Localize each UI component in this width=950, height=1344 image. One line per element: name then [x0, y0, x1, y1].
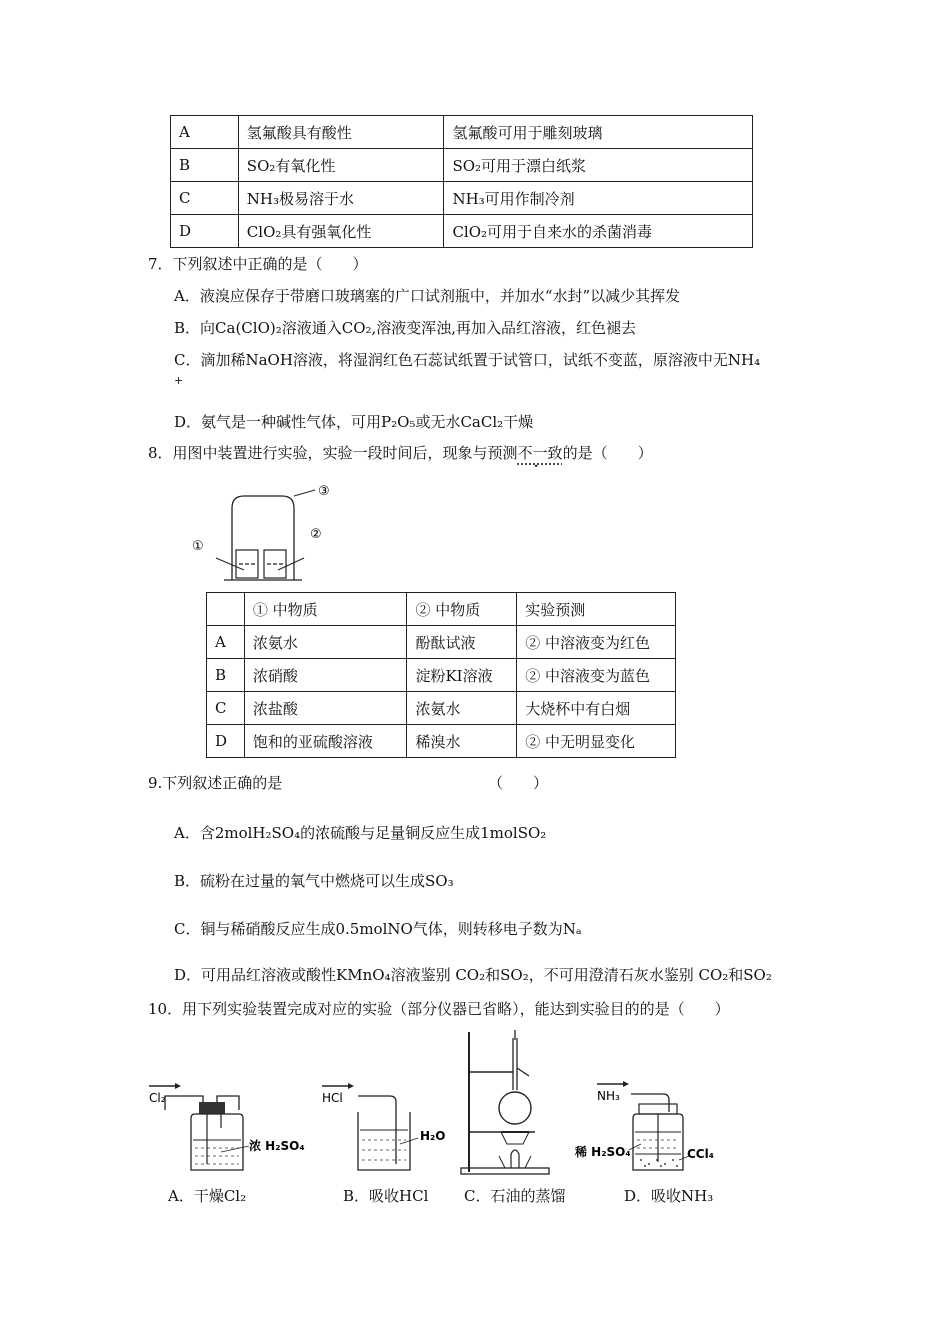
table-row	[207, 725, 676, 758]
table-row	[171, 116, 753, 149]
q9-answer-paren: （ ）	[488, 774, 549, 792]
table-header-row	[207, 593, 676, 626]
fig-a-gas: Cl₂	[149, 1091, 166, 1105]
q9-option-b: B．硫粉在过量的氧气中燃烧可以生成SO₃	[174, 872, 454, 890]
q7-option-c: C．滴加稀NaOH溶液，将湿润红色石蕊试纸置于试管口，试纸不变蓝，原溶液中无NH₄	[174, 351, 761, 369]
q10-figure-a	[145, 1078, 315, 1178]
cell: 浓氨水	[244, 626, 407, 659]
use-cell: 氢氟酸可用于雕刻玻璃	[444, 116, 753, 149]
q10-figure-c	[455, 1028, 555, 1178]
fig-a-reagent: 浓 H₂SO₄	[249, 1139, 305, 1153]
q9-option-a: A．含2molH₂SO₄的浓硫酸与足量铜反应生成1molSO₂	[174, 824, 547, 842]
cell: 酚酞试液	[407, 626, 517, 659]
table-row	[207, 692, 676, 725]
table-row	[171, 215, 753, 248]
property-cell: SO₂有氧化性	[238, 149, 444, 182]
q10-figure-d	[575, 1078, 725, 1178]
q10-figure-b	[318, 1078, 458, 1178]
q10-caption-c: C．石油的蒸馏	[464, 1187, 566, 1205]
table-q6	[170, 115, 753, 248]
fig-b-reagent: H₂O	[420, 1129, 446, 1143]
cell: 大烧杯中有白烟	[517, 692, 676, 725]
q8-stem-emphasis: 不一致	[517, 444, 563, 462]
table-row	[171, 182, 753, 215]
row-key: B	[171, 149, 239, 182]
table-row	[207, 626, 676, 659]
q7-option-a: A．液溴应保存于带磨口玻璃塞的广口试剂瓶中，并加水“水封”以减少其挥发	[174, 287, 681, 305]
row-key: B	[207, 659, 245, 692]
cell: 饱和的亚硫酸溶液	[244, 725, 407, 758]
row-key: A	[207, 626, 245, 659]
header-cell: ② 中物质	[407, 593, 517, 626]
fig-d-reagent-2: CCl₄	[687, 1147, 714, 1161]
q7-option-b: B．向Ca(ClO)₂溶液通入CO₂,溶液变浑浊,再加入品红溶液，红色褪去	[174, 319, 637, 337]
q9-stem: 9.下列叙述正确的是	[148, 774, 283, 792]
q10-caption-d: D．吸收NH₃	[624, 1187, 714, 1205]
cell: 淀粉KI溶液	[407, 659, 517, 692]
header-cell: 实验预测	[517, 593, 676, 626]
q7-option-c-plus: +	[174, 374, 184, 387]
header-cell	[207, 593, 245, 626]
property-cell: NH₃极易溶于水	[238, 182, 444, 215]
cell: 浓盐酸	[244, 692, 407, 725]
label-two: ②	[310, 527, 322, 542]
use-cell: NH₃可用作制冷剂	[444, 182, 753, 215]
property-cell: ClO₂具有强氧化性	[238, 215, 444, 248]
q7-option-d: D．氨气是一种碱性气体，可用P₂O₅或无水CaCl₂干燥	[174, 413, 534, 431]
row-key: C	[207, 692, 245, 725]
use-cell: ClO₂可用于自来水的杀菌消毒	[444, 215, 753, 248]
fig-b-gas: HCl	[322, 1091, 343, 1105]
cell: ② 中溶液变为红色	[517, 626, 676, 659]
label-one: ①	[192, 539, 204, 554]
q7-stem: 7．下列叙述中正确的是（ ）	[148, 255, 368, 273]
row-key: D	[171, 215, 239, 248]
q9-option-c: C．铜与稀硝酸反应生成0.5molNO气体，则转移电子数为Nₐ	[174, 920, 582, 938]
q8-stem-after: 的是（ ）	[562, 444, 653, 462]
row-key: D	[207, 725, 245, 758]
use-cell: SO₂可用于漂白纸浆	[444, 149, 753, 182]
cell: 浓硝酸	[244, 659, 407, 692]
header-cell: ① 中物质	[244, 593, 407, 626]
cell: ② 中无明显变化	[517, 725, 676, 758]
row-key: C	[171, 182, 239, 215]
fig-d-gas: NH₃	[597, 1089, 620, 1103]
label-three: ③	[318, 484, 330, 499]
q10-caption-a: A．干燥Cl₂	[168, 1187, 247, 1205]
cell: 稀溴水	[407, 725, 517, 758]
property-cell: 氢氟酸具有酸性	[238, 116, 444, 149]
q8-apparatus-figure	[180, 478, 350, 588]
q10-stem: 10．用下列实验装置完成对应的实验（部分仪器已省略），能达到实验目的的是（ ）	[148, 1000, 730, 1018]
row-key: A	[171, 116, 239, 149]
q8-stem-before: 8．用图中装置进行实验，实验一段时间后，现象与预测	[148, 444, 518, 462]
table-row	[207, 659, 676, 692]
cell: ② 中溶液变为蓝色	[517, 659, 676, 692]
q10-caption-b: B．吸收HCl	[343, 1187, 429, 1205]
fig-d-reagent-1: 稀 H₂SO₄	[575, 1145, 631, 1159]
q9-option-d: D．可用品红溶液或酸性KMnO₄溶液鉴别 CO₂和SO₂，不可用澄清石灰水鉴别 CO₂和SO₂	[174, 966, 772, 984]
cell: 浓氨水	[407, 692, 517, 725]
q8-stem	[148, 442, 653, 463]
table-row	[171, 149, 753, 182]
table-q8	[206, 592, 676, 758]
